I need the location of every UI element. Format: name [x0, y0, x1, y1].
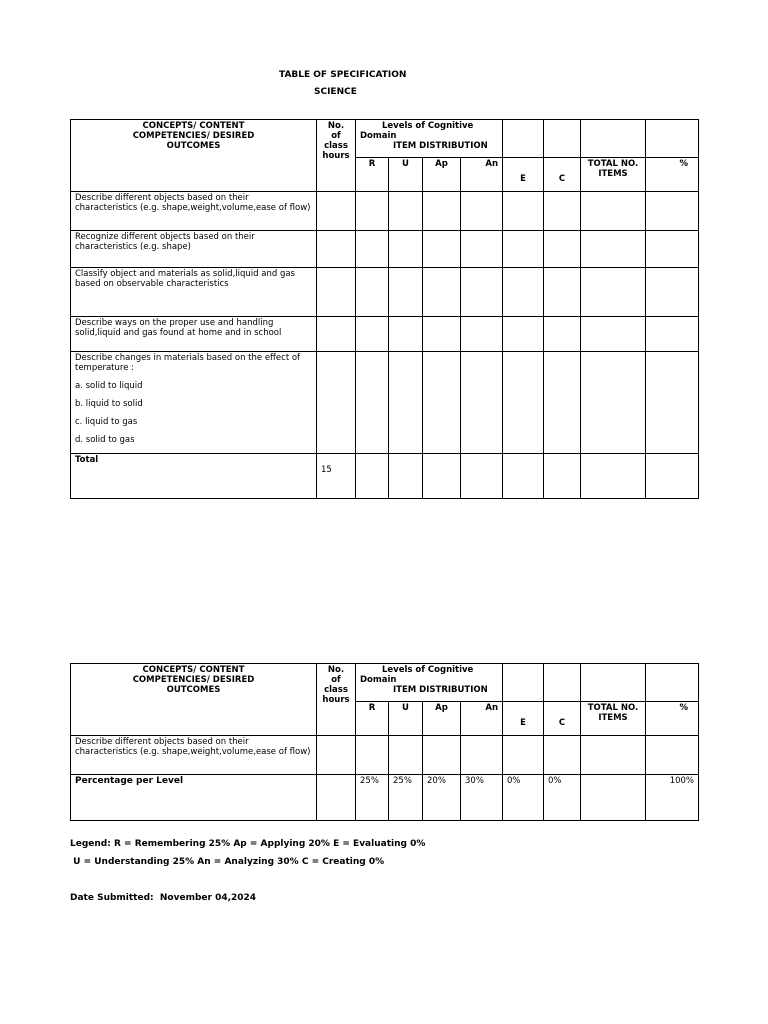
table-row [71, 268, 699, 317]
specification-table [70, 119, 699, 499]
ap-header: Ap [423, 158, 461, 192]
total-label: Total [71, 454, 317, 499]
r-header: R [356, 158, 389, 192]
cognitive-domain-header: Levels of Cognitive Domain ITEM DISTRIBUTION [356, 664, 503, 702]
percentage-table [70, 663, 699, 821]
an-percent: 30% [461, 775, 503, 821]
r-percent: 25% [356, 775, 389, 821]
c-header: C [544, 158, 581, 192]
class-hours-header: No. of class hours [317, 120, 356, 192]
date-submitted: Date Submitted: November 04,2024 [70, 893, 257, 903]
e-header: E [503, 702, 544, 736]
r-header: R [356, 702, 389, 736]
competency-cell: Describe ways on the proper use and handling solid,liquid and gas found at home and in school [71, 317, 317, 352]
table-row [71, 231, 699, 268]
percent-header: % [646, 158, 699, 192]
cognitive-domain-header: Levels of Cognitive Domain ITEM DISTRIBUTION [356, 120, 503, 158]
competency-cell: Classify object and materials as solid,liquid and gas based on observable characteristics [71, 268, 317, 317]
concepts-header: CONCEPTS/ CONTENT COMPETENCIES/ DESIRED OUTCOMES [71, 120, 317, 192]
document-subtitle: SCIENCE [314, 87, 357, 97]
ap-header: Ap [423, 702, 461, 736]
total-items-header: TOTAL NO. ITEMS [581, 158, 646, 192]
total-items-header: TOTAL NO. ITEMS [581, 702, 646, 736]
legend-line-1: Legend: R = Remembering 25% Ap = Applying 20% E = Evaluating 0% [70, 839, 426, 849]
table-row [71, 317, 699, 352]
table-row [71, 736, 699, 775]
percent-header: % [646, 702, 699, 736]
total-percent: 100% [646, 775, 699, 821]
percentage-row [71, 775, 699, 821]
table-row [71, 352, 699, 454]
an-header: An [461, 702, 503, 736]
competency-cell: Recognize different objects based on their characteristics (e.g. shape) [71, 231, 317, 268]
legend-line-2: U = Understanding 25% An = Analyzing 30% C = Creating 0% [70, 857, 385, 867]
an-header: An [461, 158, 503, 192]
c-header: C [544, 702, 581, 736]
document-title: TABLE OF SPECIFICATION [279, 70, 407, 80]
u-header: U [389, 158, 423, 192]
u-percent: 25% [389, 775, 423, 821]
percentage-label: Percentage per Level [71, 775, 317, 821]
ap-percent: 20% [423, 775, 461, 821]
e-header: E [503, 158, 544, 192]
c-percent: 0% [544, 775, 581, 821]
table-row [71, 192, 699, 231]
competency-cell: Describe different objects based on their characteristics (e.g. shape,weight,volume,ease of flow) [71, 192, 317, 231]
competency-cell: Describe different objects based on their characteristics (e.g. shape,weight,volume,ease of flow) [71, 736, 317, 775]
u-header: U [389, 702, 423, 736]
class-hours-header: No. of class hours [317, 664, 356, 736]
competency-cell: Describe changes in materials based on the effect of temperature : a. solid to liquid b. liquid to solid c. liquid to gas d. solid to gas [71, 352, 317, 454]
concepts-header: CONCEPTS/ CONTENT COMPETENCIES/ DESIRED OUTCOMES [71, 664, 317, 736]
total-row [71, 454, 699, 499]
e-percent: 0% [503, 775, 544, 821]
total-hours: 15 [317, 454, 356, 499]
